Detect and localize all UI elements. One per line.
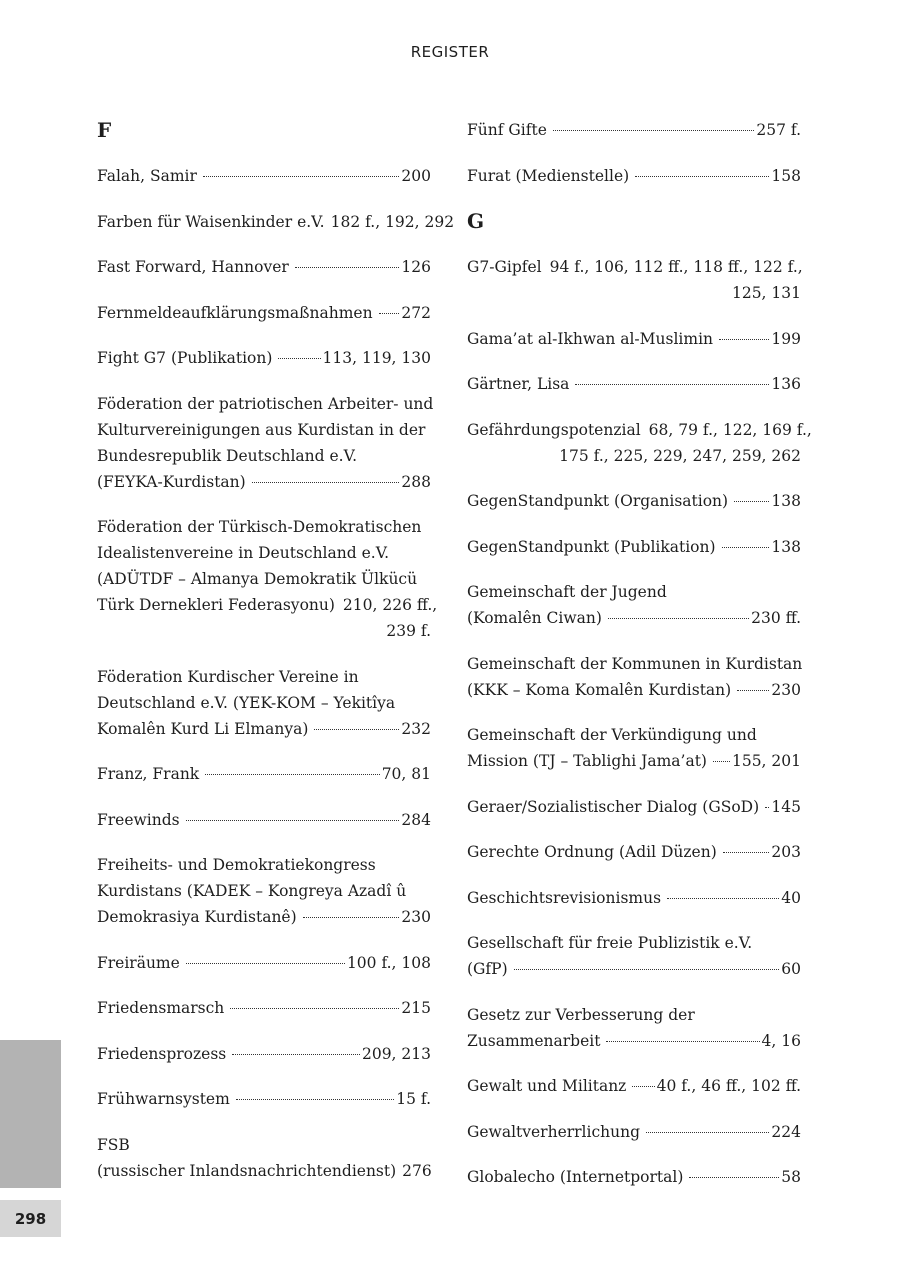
entry-line <box>467 839 801 865</box>
index-entry <box>467 488 801 514</box>
index-entry <box>467 839 801 865</box>
entry-line <box>467 1073 801 1099</box>
index-entry <box>467 651 801 703</box>
dot-leader <box>719 339 769 340</box>
entry-line <box>467 488 801 514</box>
entry-term: Demokrasiya Kurdistanê) <box>97 908 297 926</box>
index-entry <box>97 391 434 495</box>
entry-line <box>97 163 431 189</box>
entry-pages: 232 <box>401 719 431 738</box>
entry-pages-continued: 125, 131 <box>731 284 801 302</box>
entry-term-line: Gesellschaft für freie Publizistik e.V. <box>467 934 753 952</box>
index-entry <box>467 722 801 774</box>
entry-term: Türk Dernekleri Federasyonu) <box>97 596 335 614</box>
dot-leader <box>722 547 770 548</box>
dot-leader <box>314 729 399 730</box>
entry-line <box>467 748 801 774</box>
dot-leader <box>765 807 769 808</box>
index-entry <box>467 1002 801 1054</box>
entry-pages: 40 <box>781 888 801 907</box>
entry-pages: 126 <box>401 258 431 276</box>
dot-leader <box>689 1177 779 1178</box>
entry-term: Fight G7 (Publikation) <box>97 349 273 367</box>
dot-leader <box>252 482 400 483</box>
entry-term: Friedensmarsch <box>97 999 225 1017</box>
thumb-index-tab <box>0 1040 61 1188</box>
entry-pages: 257 f. <box>756 121 801 139</box>
entry-term: Friedensprozess <box>97 1044 227 1063</box>
dot-leader <box>303 917 400 918</box>
entry-line <box>467 885 801 911</box>
entry-term: Gama’at al-Ikhwan al-Muslimin <box>467 329 714 348</box>
dot-leader <box>737 690 769 691</box>
dot-leader <box>606 1041 759 1042</box>
index-entry <box>467 885 801 911</box>
entry-term: G7-Gipfel <box>467 258 542 276</box>
entry-term: Frühwarnsystem <box>97 1090 230 1108</box>
entry-term: Fünf Gifte <box>467 121 547 139</box>
dot-leader <box>608 618 749 619</box>
entry-line <box>467 371 801 397</box>
entry-line <box>467 326 801 352</box>
entry-line <box>467 534 801 560</box>
entry-line <box>467 956 801 982</box>
entry-term: (FEYKA-Kurdistan) <box>97 472 246 491</box>
index-entry <box>467 163 801 189</box>
entry-term-line: Föderation Kurdischer Vereine in <box>97 667 359 686</box>
entry-term-line: Bundesrepublik Deutschland e.V. <box>97 446 358 465</box>
entry-term-line: Gemeinschaft der Kommunen in Kurdistan <box>467 654 803 673</box>
entry-line <box>467 794 801 820</box>
entry-term-line: Föderation der Türkisch-Demokratischen <box>97 518 422 536</box>
entry-pages: 15 f. <box>396 1090 431 1108</box>
entry-line <box>467 605 801 631</box>
dot-leader <box>186 820 400 821</box>
entry-term: Zusammenarbeit <box>467 1031 601 1050</box>
entry-pages: 4, 16 <box>761 1031 801 1050</box>
entry-term-line: Kulturvereinigungen aus Kurdistan in der <box>97 420 426 439</box>
entry-line <box>467 677 801 703</box>
index-entry <box>467 1073 801 1099</box>
index-entry <box>467 1164 801 1190</box>
entry-line <box>97 761 431 787</box>
entry-term-line: Gemeinschaft der Verkündigung und <box>467 726 757 744</box>
entry-line <box>467 117 801 143</box>
entry-pages: 68, 79 f., 122, 169 f., <box>648 420 812 439</box>
entry-term: Globalecho (Internetportal) <box>467 1168 684 1186</box>
dot-leader <box>713 761 730 762</box>
entry-term-line: FSB <box>97 1135 130 1154</box>
entry-line <box>97 209 455 235</box>
entry-pages: 215 <box>401 999 431 1017</box>
entry-pages: 145 <box>771 797 801 816</box>
entry-term: GegenStandpunkt (Organisation) <box>467 492 729 510</box>
entry-pages: 158 <box>771 166 801 185</box>
index-entry <box>97 950 431 976</box>
entry-pages: 230 <box>771 680 801 699</box>
entry-pages: 94 f., 106, 112 ff., 118 ff., 122 f., <box>549 258 803 276</box>
index-entry <box>97 514 438 644</box>
index-entry <box>97 852 431 930</box>
entry-term: Farben für Waisenkinder e.V. <box>97 212 325 231</box>
entry-term-line: Gemeinschaft der Jugend <box>467 583 667 601</box>
index-entry <box>467 579 801 631</box>
section-letter: G <box>467 209 485 233</box>
entry-pages: 284 <box>401 810 431 829</box>
running-header: REGISTER <box>410 43 490 61</box>
index-entry <box>467 930 801 982</box>
entry-pages: 288 <box>401 472 431 491</box>
dot-leader <box>203 176 400 177</box>
dot-leader <box>646 1132 769 1133</box>
page-number: 298 <box>0 1200 61 1237</box>
entry-term: Franz, Frank <box>97 765 200 783</box>
entry-term: (KKK – Koma Komalên Kurdistan) <box>467 680 732 699</box>
entry-pages: 138 <box>771 492 801 510</box>
entry-line <box>97 1086 431 1112</box>
entry-term-line: (ADÜTDF – Almanya Demokratik Ülkücü <box>97 570 418 588</box>
index-column-left <box>97 117 455 1203</box>
entry-line <box>97 469 431 495</box>
entry-term: Fernmeldeaufklärungsmaßnahmen <box>97 303 373 322</box>
index-entry <box>97 163 431 189</box>
dot-leader <box>379 313 400 314</box>
entry-pages: 60 <box>781 960 801 978</box>
index-entry <box>467 794 801 820</box>
entry-term: Geraer/Sozialistischer Dialog (GSoD) <box>467 797 760 816</box>
entry-pages: 200 <box>401 167 431 185</box>
dot-leader <box>205 774 379 775</box>
entry-term: GegenStandpunkt (Publikation) <box>467 537 716 556</box>
entry-term-line: Kurdistans (KADEK – Kongreya Azadî û <box>97 882 407 900</box>
entry-pages: 199 <box>771 329 801 348</box>
entry-pages: 113, 119, 130 <box>322 349 431 367</box>
dot-leader <box>632 1086 654 1087</box>
dot-leader <box>575 384 769 385</box>
entry-line <box>467 1028 801 1054</box>
entry-pages: 276 <box>402 1161 432 1180</box>
entry-term: (Komalên Ciwan) <box>467 609 602 627</box>
index-entry <box>97 1086 431 1112</box>
entry-pages: 230 ff. <box>751 609 801 627</box>
entry-pages: 136 <box>771 375 801 393</box>
dot-leader <box>667 898 779 899</box>
index-entry <box>97 807 431 833</box>
entry-pages: 155, 201 <box>731 752 801 770</box>
entry-line <box>97 345 431 371</box>
entry-pages: 40 f., 46 ff., 102 ff. <box>656 1077 801 1095</box>
entry-line <box>97 904 431 930</box>
entry-term: Gerechte Ordnung (Adil Düzen) <box>467 843 717 861</box>
entry-pages: 70, 81 <box>381 765 431 783</box>
dot-leader <box>514 969 780 970</box>
index-entry <box>97 209 455 235</box>
index-entry <box>97 300 431 326</box>
index-entry <box>467 534 801 560</box>
entry-line <box>97 1041 431 1067</box>
entry-term: Komalên Kurd Li Elmanya) <box>97 719 309 738</box>
entry-term: (GfP) <box>467 960 508 978</box>
entry-term-line: Föderation der patriotischen Arbeiter- und <box>97 394 434 413</box>
entry-line <box>467 163 801 189</box>
entry-term: Gewalt und Militanz <box>467 1077 627 1095</box>
dot-leader <box>232 1054 360 1055</box>
dot-leader <box>635 176 769 177</box>
entry-term: Geschichtsrevisionismus <box>467 888 662 907</box>
entry-term-line: Deutschland e.V. (YEK-KOM – Yekitîya <box>97 693 396 712</box>
entry-line <box>97 592 438 618</box>
entry-term: Gefährdungspotenzial <box>467 420 641 439</box>
entry-term: Fast Forward, Hannover <box>97 258 289 276</box>
entry-term: Mission (TJ – Tablighi Jama’at) <box>467 752 707 770</box>
entry-line <box>467 1164 801 1190</box>
index-entry <box>467 371 801 397</box>
entry-line <box>97 950 431 976</box>
entry-line <box>467 1119 801 1145</box>
entry-term-line: Idealistenvereine in Deutschland e.V. <box>97 544 390 562</box>
index-entry <box>97 1041 431 1067</box>
index-entry <box>97 995 431 1021</box>
dot-leader <box>295 267 400 268</box>
entry-pages-continued: 175 f., 225, 229, 247, 259, 262 <box>559 446 801 465</box>
entry-term: Falah, Samir <box>97 167 197 185</box>
index-entry <box>467 326 801 352</box>
index-entry <box>97 254 431 280</box>
index-entry <box>97 345 431 371</box>
entry-line <box>97 300 431 326</box>
entry-line <box>467 417 812 443</box>
entry-term: Furat (Medienstelle) <box>467 166 630 185</box>
section-letter: F <box>97 118 112 142</box>
entry-term: Freiräume <box>97 953 180 972</box>
entry-pages: 58 <box>781 1168 801 1186</box>
entry-term: Freewinds <box>97 810 180 829</box>
dot-leader <box>553 130 755 131</box>
entry-line <box>467 254 801 280</box>
entry-pages: 182 f., 192, 292 <box>330 212 455 231</box>
entry-line <box>97 716 431 742</box>
entry-line <box>97 807 431 833</box>
entry-line <box>97 1158 431 1184</box>
index-entry <box>97 664 431 742</box>
entry-pages: 210, 226 ff., <box>342 596 438 614</box>
entry-pages: 209, 213 <box>361 1044 431 1063</box>
entry-term-line: Freiheits- und Demokratiekongress <box>97 856 376 874</box>
dot-leader <box>236 1099 394 1100</box>
index-entry <box>97 761 431 787</box>
entry-term-line: Gesetz zur Verbesserung der <box>467 1005 695 1024</box>
entry-line <box>97 254 431 280</box>
dot-leader <box>278 358 320 359</box>
index-entry <box>467 254 801 306</box>
entry-pages: 100 f., 108 <box>346 953 431 972</box>
dot-leader <box>723 852 770 853</box>
entry-pages-continued: 239 f. <box>386 622 431 640</box>
index-entry <box>467 117 801 143</box>
entry-term: Gärtner, Lisa <box>467 375 570 393</box>
index-column-right <box>467 117 812 1210</box>
index-entry <box>467 1119 801 1145</box>
entry-term: (russischer Inlandsnachrichtendienst) <box>97 1161 397 1180</box>
index-entry <box>97 1132 431 1184</box>
index-entry <box>467 417 812 469</box>
dot-leader <box>734 501 769 502</box>
dot-leader <box>230 1008 399 1009</box>
entry-pages: 224 <box>771 1122 801 1141</box>
dot-leader <box>186 963 345 964</box>
entry-term: Gewaltverherrlichung <box>467 1122 641 1141</box>
entry-pages: 203 <box>771 843 801 861</box>
entry-pages: 138 <box>771 537 801 556</box>
entry-line <box>97 995 431 1021</box>
entry-pages: 230 <box>401 908 431 926</box>
entry-pages: 272 <box>401 303 431 322</box>
